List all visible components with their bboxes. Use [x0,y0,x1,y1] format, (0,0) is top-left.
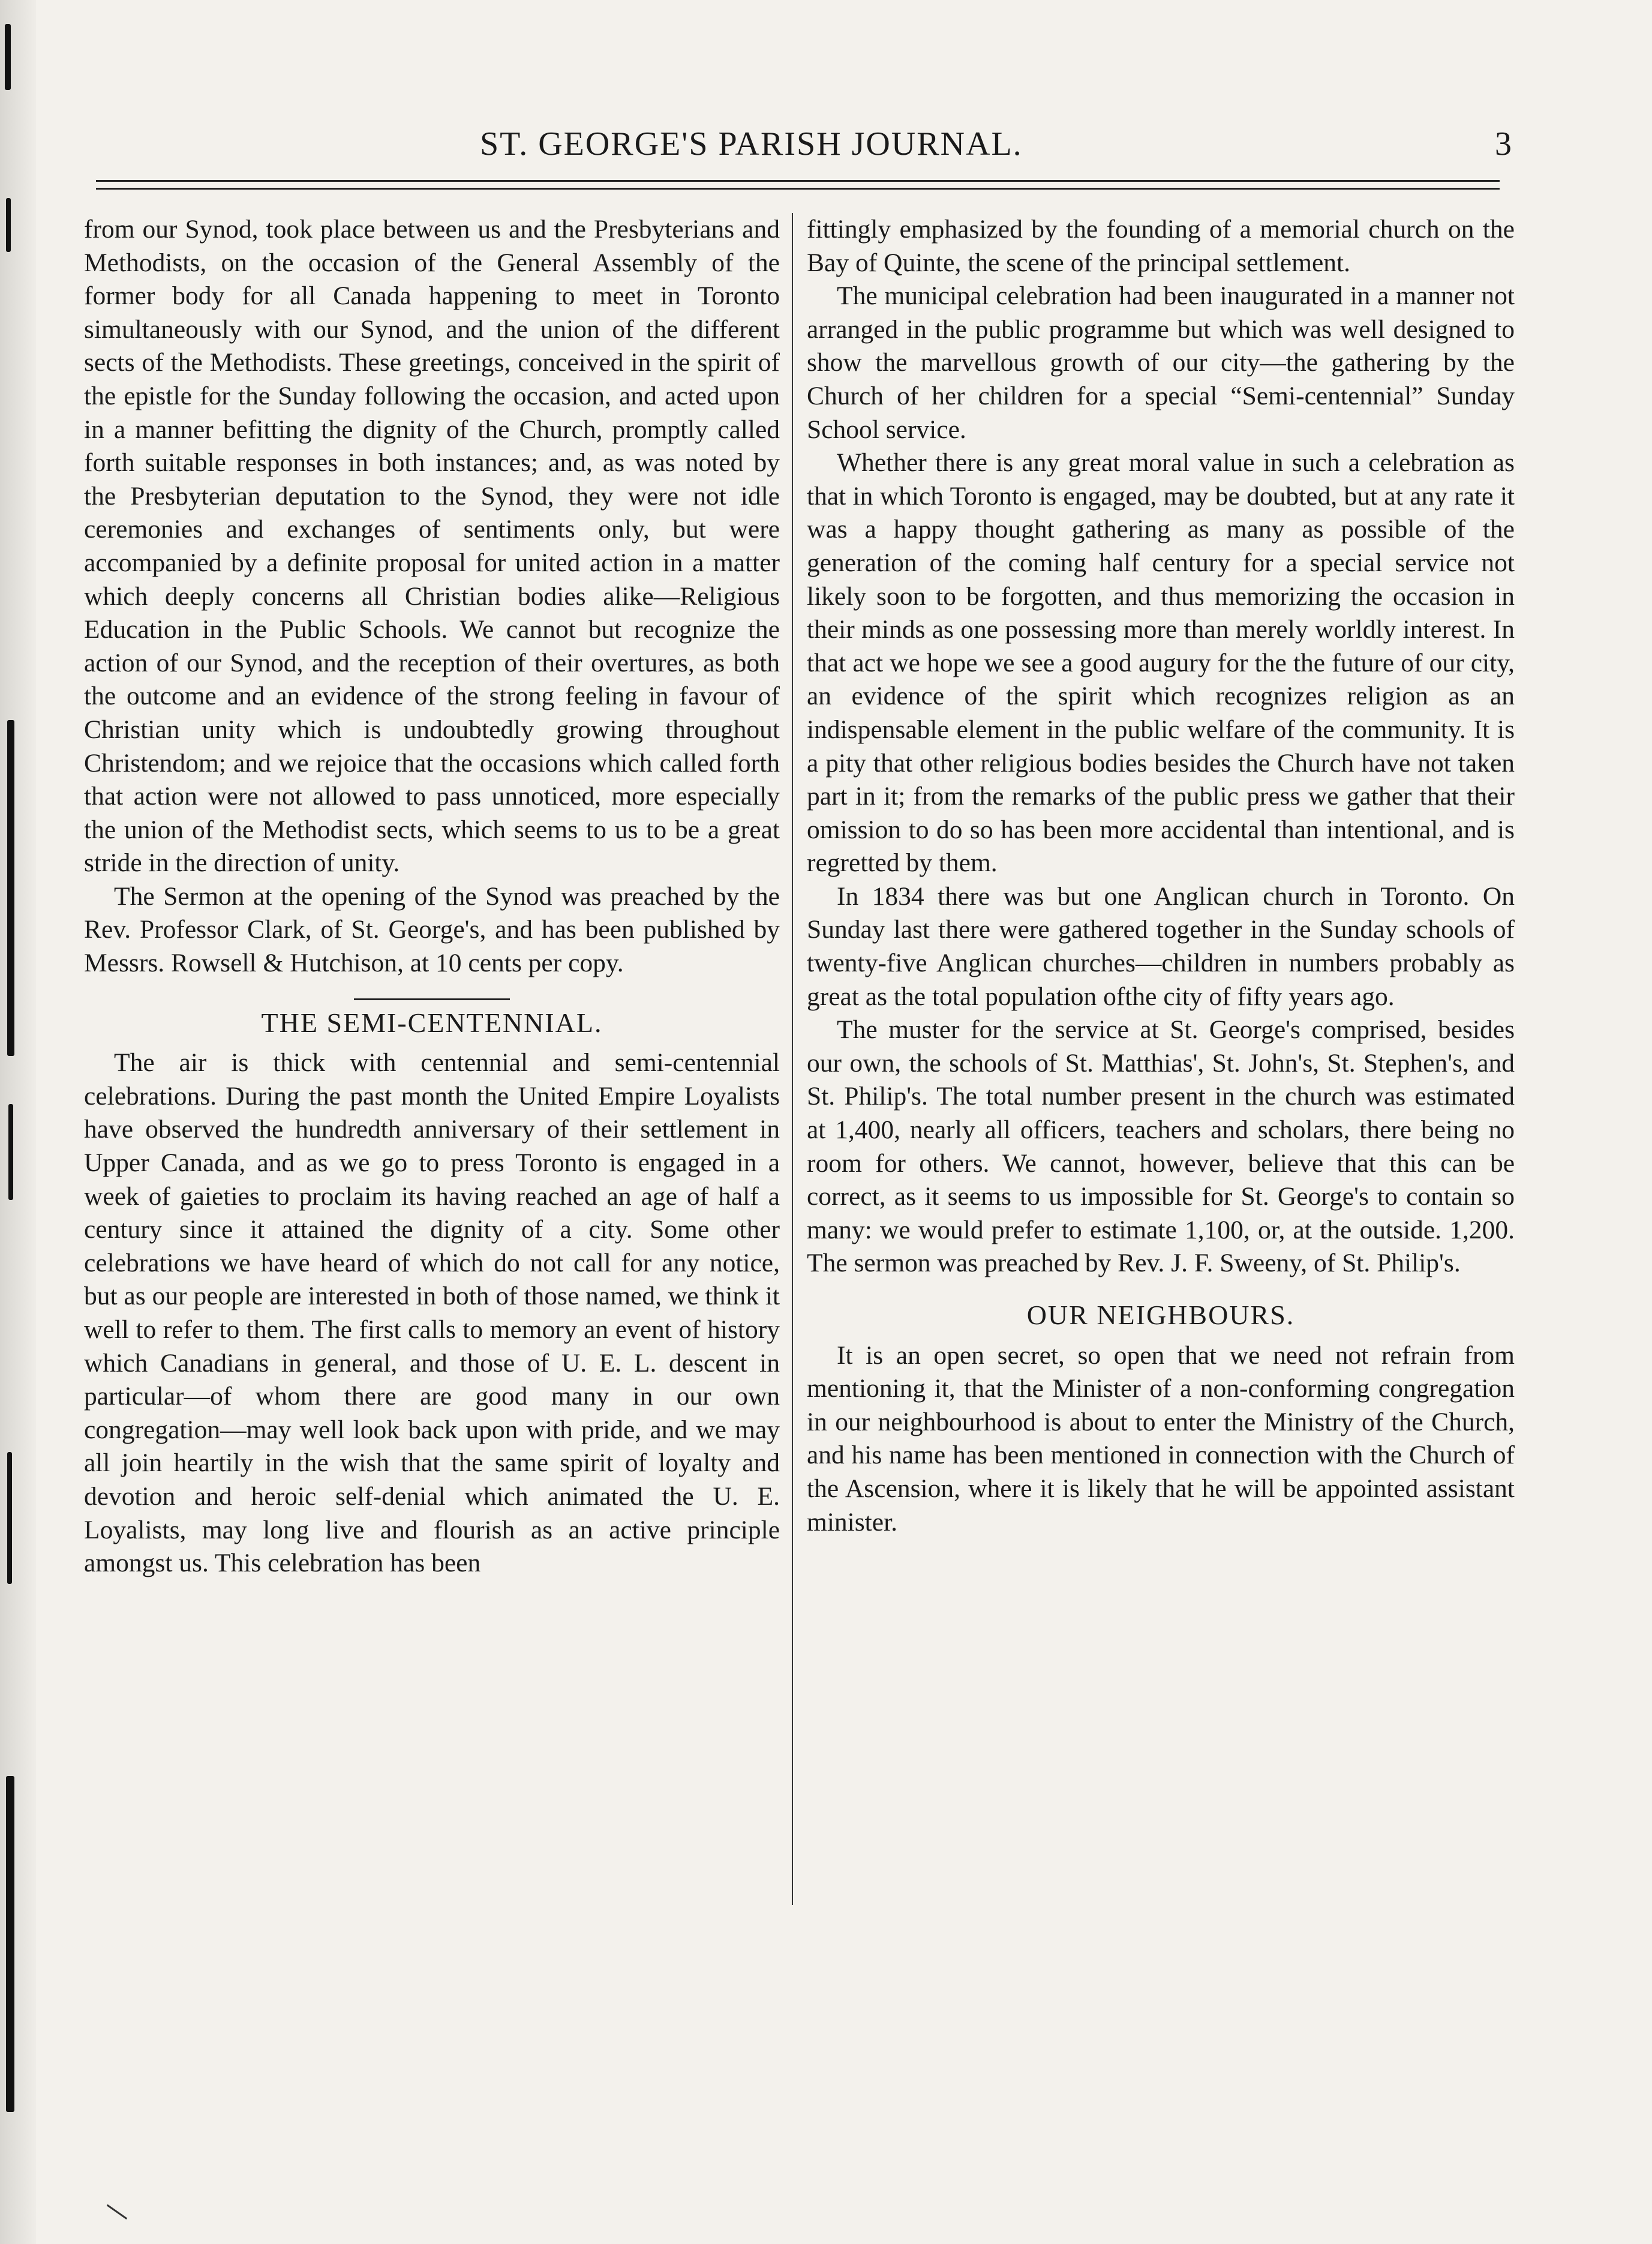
paragraph: from our Synod, took place between us and the Presbyterians and Methodists, on the occasion of the General Assembly of the former body for all Canada happening to meet in Toronto simultaneously with our Synod, and the union of the different sects of the Methodists. These greetings, conceived in the spirit of the epistle for the Sunday following the occasion, and acted upon in a manner befitting the dignity of the Church, promptly called forth suitable responses in both instances; and, as was noted by the Presbyterian deputation to the Synod, they were not idle ceremonies and exchanges of sentiments only, but were accompanied by a definite proposal for united action in a matter which deeply concerns all Christian bodies alike—Religious Education in the Public Schools. We cannot but recognize the action of our Synod, and the reception of their overtures, as both the outcome and an evidence of the strong feeling in favour of Christian unity which is undoubtedly growing throughout Christendom; and we rejoice that the occasions which called forth that action were not allowed to pass unnoticed, more especially the union of the Methodist sects, which seems to us to be a great stride in the direction of unity. [84,215,780,878]
right-column [807,213,1515,1539]
paragraph: fittingly emphasized by the founding of a memorial church on the Bay of Quinte, the scene of the principal settlement. [807,215,1515,277]
paragraph: Whether there is any great moral value in such a celebration as that in which Toronto is engaged, may be doubted, but at any rate it was a happy thought gathering as many as possible of the generation of the coming half century for a special service not likely soon to be forgotten, and thus memorizing the occasion in their minds as one possessing more than merely worldly interest. In that act we hope we see a good augury for the the future of our city, an evidence of the spirit which recognizes religion as an indispensable element in the public welfare of the community. It is a pity that other religious bodies besides the Church have not taken part in it; from the remarks of the public press we gather that their omission to do so has been more accidental than intentional, and is regretted by them. [807,448,1515,878]
paragraph: The muster for the service at St. George's comprised, besides our own, the schools of St. Matthias', St. John's, St. Stephen's, and St. Philip's. The total number present in the church was estimated at 1,400, nearly all officers, teachers and scholars, there being no room for others. We cannot, however, believe that this can be correct, as it seems to us impossible for St. George's to contain so many: we would prefer to estimate 1,100, or, at the outside. 1,200. The sermon was preached by Rev. J. F. Sweeny, of St. Philip's. [807,1015,1515,1278]
section-heading-our-neighbours [807,1298,1515,1332]
paragraph: The municipal celebration had been inaugurated in a manner not arranged in the public programme but which was well designed to show the marvellous growth of our city—the gathering by the Church of her children for a special “Semi-centennial” Sunday School service. [807,281,1515,444]
paragraph: It is an open secret, so open that we need not refrain from mentioning it, that the Minister of a non-conforming congregation in our neighbourhood is about to enter the Ministry of the Church, and his name has been mentioned in connection with the Church of the Ascension, where it is likely that he will be appointed assistant minister. [807,1340,1515,1537]
binding-mark [7,720,14,1056]
heading-text: THE SEMI-CENTENNIAL. [261,1007,603,1038]
header-rule-top [96,180,1500,182]
column-divider [792,213,793,1905]
scan-mark [107,2204,127,2219]
page-number: 3 [1495,125,1512,163]
binding-mark [5,24,11,90]
header-rule-bottom [96,188,1500,190]
journal-title: ST. GEORGE'S PARISH JOURNAL. [480,125,1023,163]
binding-mark [6,198,11,252]
paragraph: The air is thick with centennial and semi-centennial celebrations. During the past month the United Empire Loyalists have observed the hundredth anniversary of their settlement in Upper Canada, and as we go to press Toronto is engaged in a week of gaieties to proclaim its having reached an age of half a century since it attained the dignity of a city. Some other celebrations we have heard of which do not call for any notice, but as our people are interested in both of those named, we think it well to refer to them. The first calls to memory an event of history which Canadians in general, and those of U. E. L. descent in particular—of whom there are good many in our own congregation—may well look back upon with pride, and we may all join heartily in the wish that the same spirit of loyalty and devotion and heroic self-denial which animated the U. E. Loyalists, may long live and flourish as an active principle amongst us. This celebration has been [84,1048,780,1578]
scanned-page-edge [0,0,36,2244]
heading-rule [354,998,510,1000]
page-header [90,120,1524,168]
paragraph: In 1834 there was but one Anglican church in Toronto. On Sunday last there were gathered together in the Sunday schools of twenty-five Anglican churches—children in numbers probably as great as the total population ofthe city of fifty years ago. [807,881,1515,1011]
binding-mark [8,1104,13,1200]
heading-text: OUR NEIGHBOURS. [1026,1300,1295,1330]
binding-mark [6,1776,14,2112]
binding-mark [7,1452,12,1584]
paragraph: The Sermon at the opening of the Synod was preached by the Rev. Professor Clark, of St. George's, and has been published by Messrs. Rowsell & Hutchison, at 10 cents per copy. [84,881,780,978]
section-heading-semi-centennial [84,998,780,1040]
left-column [84,213,780,1580]
